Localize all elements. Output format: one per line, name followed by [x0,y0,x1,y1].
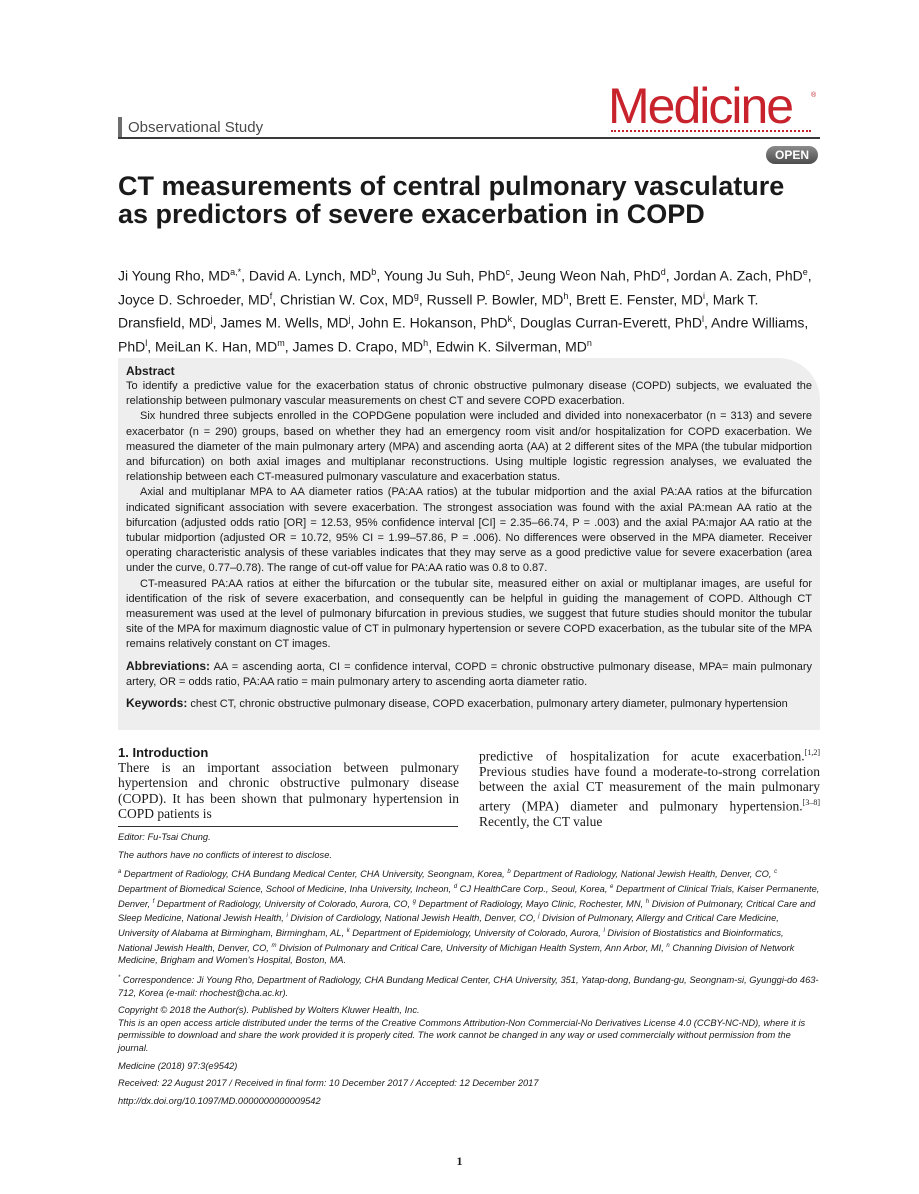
affiliation-text: Department of Epidemiology, University of Colorado, Aurora, [349,928,604,939]
citation: Medicine (2018) 97:3(e9542) [118,1060,238,1071]
affiliation-mark: c [774,869,778,876]
intro-text: predictive of hospitalization for acute exacerbation. [479,748,805,764]
footnotes [118,831,820,1112]
affiliation-mark: m [271,942,277,949]
received-dates: Received: 22 August 2017 / Received in final form: 10 December 2017 / Accepted: 12 December 2017 [118,1078,539,1089]
registered-mark: ® [811,92,817,99]
author-affiliation-mark: d [660,267,666,277]
affiliation-text: Department of Radiology, University of Colorado, Aurora, CO, [154,898,413,909]
footnote-rule [118,826,458,827]
abstract-paragraph: Six hundred three subjects enrolled in the COPDGene population were included and divided into nonexacerbator (n = 313) and severe exacerbator (n = 290) groups, based on whether they had an emergency room visit and/or hospitalization for COPD exacerbation. We measured the diameter of the main pulmonary artery (MPA) and ascending aorta (AA) at 2 different sites of the MPA (the tubular midportion and bifurcation) on both axial images and multiplanar reconstructions. Using multiple logistic regression analyses, we evaluated the relationship between each CT-measured pulmonary vasculature and exacerbation status. [126,410,812,484]
journal-logo [608,80,820,136]
author-name: David A. Lynch, MD [248,267,372,284]
citation-link[interactable]: [1,2] [804,748,820,757]
affiliation-text: Division of Pulmonary, Critical Care and Sleep Medicine, National Jewish Health, [118,898,816,924]
editor-note: Editor: Fu-Tsai Chung. [118,832,211,842]
author-name: Ji Young Rho, MD [118,267,231,284]
affiliation-text: CJ HealthCare Corp., Seoul, Korea, [457,883,611,894]
author-name: Russell P. Bowler, MD [426,291,564,308]
affiliation-mark: l [603,927,605,934]
author-affiliation-mark: c [505,267,511,277]
page-number: 1 [456,1154,463,1168]
affiliation-text: Department of Radiology, Mayo Clinic, Rochester, MN, [416,898,646,909]
intro-text: Previous studies have found a moderate-to-strong correlation between the axial CT measurement of the main pulmonary artery (MPA) diameter and pulmonary hypertension. [479,763,820,814]
intro-right-column [479,745,820,829]
affiliation-mark: g [412,898,416,905]
article-type-label: Observational Study [128,118,264,136]
author-affiliation-mark: f [269,290,273,301]
open-access-badge: OPEN [766,146,818,164]
abstract-box [118,358,820,730]
author-affiliation-mark: h [563,290,569,301]
affiliation-mark: h [645,898,650,905]
conflict-note: The authors have no conflicts of interest to disclose. [118,849,332,860]
affiliation-text: Division of Biostatistics and Bioinformatics, National Jewish Health, Denver, CO, [118,928,784,953]
affiliation-text: Department of Radiology, CHA Bundang Medical Center, CHA University, Seongnam, Korea, [121,869,508,880]
author-name: Young Ju Suh, PhD [383,267,506,284]
affiliation-mark: i [286,913,288,920]
affiliation-mark: n [666,942,670,949]
journal-logo-text: Medicine [608,78,793,134]
author-name: James D. Crapo, MD [292,338,424,355]
intro-paragraph: There is an important association between pulmonary hypertension and chronic obstructive pulmonary disease (COPD). It has been shown that pulmonary hypertension in COPD patients is [118,760,459,822]
affiliation-text: Department of Biomedical Science, School of Medicine, Inha University, Incheon, [118,883,454,894]
author-affiliation-mark: a,* [230,267,242,277]
correspondence-text: Correspondence: Ji Young Rho, Department of Radiology, CHA Bundang Medical Center, CHA University, 351, Yatap-dong, Bundang-gu, Seongnam-si, Gyunggi-do 463-712, Korea (e-mail: rhochest@cha.ac.kr). [118,975,819,998]
author-name: Edwin K. Silverman, MD [435,338,587,355]
author-affiliation-mark: m [277,337,285,348]
author-affiliation-mark: e [802,267,808,277]
logo-dotted-line [611,130,811,132]
affiliation-mark: a [118,869,122,876]
license: This is an open access article distributed under the terms of the Creative Commons Attribution-Non Commercial-No Derivatives License 4.0 (CCBY-NC-ND), where it is permissible to download and share the work provided it is properly cited. The work cannot be changed in any way or used commercially without permission from the journal. [118,1017,806,1053]
affiliation-mark: k [346,927,350,934]
affiliation-mark: f [152,898,155,905]
author-name: Andre Williams, PhD [118,314,809,355]
abstract-heading: Abstract [126,364,175,378]
author-name: Brett E. Fenster, MD [576,291,703,308]
author-affiliation-mark: h [423,337,429,348]
abbreviations [126,659,812,690]
affiliation-text: Division of Pulmonary and Critical Care, University of Michigan Health System, Ann Arbor, MI, [276,942,667,953]
abstract-paragraph: To identify a predictive value for the exacerbation status of chronic obstructive pulmonary disease (COPD) subjects, we evaluated the relationship between pulmonary vascular measurements on chest CT and severe COPD exacerbation. [126,380,812,408]
affiliation-text: Division of Pulmonary, Allergy and Critical Care Medicine, University of Alabama at Birmingham, Birmingham, AL, [118,913,779,939]
author-name: Joyce D. Schroeder, MD [118,291,270,308]
keywords-label: Keywords: [126,696,188,711]
author-affiliation-mark: l [702,314,705,325]
intro-text: Recently, the CT value [479,813,603,829]
article-title: CT measurements of central pulmonary vasculature as predictors of severe exacerbation in COPD [118,171,785,229]
intro-left-column [118,745,459,822]
correspondence [118,972,820,999]
affiliation-mark: b [507,869,511,876]
author-name: James M. Wells, MD [220,314,349,331]
author-list: Ji Young Rho, $MD^{a,*}$, David A. Lynch, $MD^b$, Young Ju Suh, PhD$^c$, Jeung Weon Nah, PhD$^d$, Jordan A. Zach, PhD$^e$, Joyce D. Schroeder, $MD^f$, Christian W. Cox, $MD^g$, Russell P. Bowler, $MD^h$, Brett E. Fenster, $MD^i$, Mark T. Dransfield, $MD^j$, James M. Wells, $MD^j$, John E. Hokanson, PhD$^k$, Douglas Curran-Everett, PhD$^l$, Andre Williams, PhD$^l$, MeiLan K. Han, $MD^m$, James D. Crapo, $MD^h$, Edwin K. Silverman, $MD^n$ [118,267,812,355]
header-rule [118,137,820,139]
affiliation-mark: j [538,913,540,920]
author-name: Jordan A. Zach, PhD [673,267,803,284]
affiliation-text: Channing Division of Network Medicine, Brigham and Women's Hospital, Boston, MA. [118,942,795,966]
tag-bar [118,117,122,137]
keywords [126,696,812,712]
affiliation-text: Department of Radiology, National Jewish Health, Denver, CO, [510,869,775,880]
section-heading-introduction: 1. Introduction [118,745,209,760]
author-affiliation-mark: g [413,290,419,301]
abstract-paragraph: CT-measured PA:AA ratios at either the bifurcation or the tubular site, measured either on axial or multiplanar images, are useful for identification of the risk of severe exacerbation, and consequently can be helpful in guiding the management of COPD. Although CT measurement was used at the level of pulmonary bifurcation in previous studies, we suggest that future studies should monitor the tubular site of the MPA for maximum diagnostic value of CT in pulmonary hypertension or severe COPD exacerbation, as the tubular site of the MPA remains relatively constant on CT images. [126,577,812,651]
keywords-text: chest CT, chronic obstructive pulmonary disease, COPD exacerbation, pulmonary artery diameter, pulmonary hypertension [190,698,788,711]
author-name: Mark T. Dransfield, MD [118,291,759,331]
correspondence-mark: * [118,974,121,981]
author-affiliation-mark: b [371,267,377,277]
author-name: Jeung Weon Nah, PhD [517,267,661,284]
author-name: Douglas Curran-Everett, PhD [519,314,703,331]
author-affiliation-mark: j [348,314,351,325]
affiliation-text: Department of Clinical Trials, Kaiser Permanente, Denver, [118,883,820,909]
author-name: MeiLan K. Han, MD [155,338,278,355]
author-affiliation-mark: i [702,290,705,301]
affiliation-text: Division of Cardiology, National Jewish Health, Denver, CO, [287,913,539,924]
author-affiliation-mark: k [507,314,513,325]
abbreviations-label: Abbreviations: [126,658,211,673]
author-affiliation-mark: l [145,337,148,348]
article-type-tag [118,117,263,137]
copyright: Copyright © 2018 the Author(s). Published by Wolters Kluwer Health, Inc. [118,1005,420,1016]
author-name: John E. Hokanson, PhD [358,314,508,331]
citation-link[interactable]: [3–8] [802,797,820,807]
doi-link[interactable]: http://dx.doi.org/10.1097/MD.0000000000009542 [118,1095,321,1106]
affiliations [118,866,820,967]
affiliation-mark: e [610,883,614,890]
abstract-paragraph: Axial and multiplanar MPA to AA diameter ratios (PA:AA ratios) at the tubular midportion and the axial PA:AA ratios at the bifurcation indicated significant association with severe exacerbation. The strongest association was found with the axial PA:mean AA ratio at the bifurcation (adjusted odds ratio [OR] = 12.53, 95% confidence interval [CI] = 2.35–66.74, P = .003) and the axial PA:major AA ratio at the tubular midportion (adjusted OR = 10.72, 95% CI = 1.99–57.86, P = .006). No differences were observed in the MPA diameter. Receiver operating characteristic analysis of these variables indicates that they may serve as a good predictive value for severe exacerbation (area under the curve, 0.77–0.78). The range of cut-off value for PA:AA ratio was 0.8 to 0.87. [126,486,812,575]
author-affiliation-mark: n [586,337,592,348]
author-affiliation-mark: j [210,314,213,325]
author-name: Christian W. Cox, MD [280,291,414,308]
abbreviations-text: AA = ascending aorta, CI = confidence interval, COPD = chronic obstructive pulmonary disease, MPA= main pulmonary artery, OR = odds ratio, PA:AA ratio = main pulmonary artery to ascending aorta diameter ratio. [126,660,812,688]
affiliation-mark: d [453,883,458,890]
